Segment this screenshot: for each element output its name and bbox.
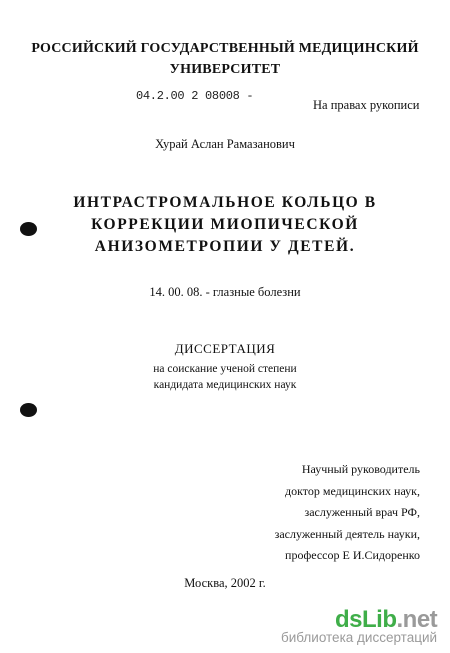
document-type: ДИССЕРТАЦИЯ bbox=[174, 341, 276, 356]
degree-line-1: на соискание ученой степени bbox=[153, 363, 297, 375]
watermark-subtitle: библиотека диссертаций bbox=[281, 630, 438, 645]
author-name: Хурай Аслан Рамазанович bbox=[155, 137, 295, 151]
punch-hole-mark bbox=[20, 222, 37, 236]
supervisor-line-1: Научный руководитель bbox=[301, 462, 420, 476]
dissertation-title bbox=[0, 192, 450, 258]
university-line-1: РОССИЙСКИЙ ГОСУДАРСТВЕННЫЙ МЕДИЦИНСКИЙ bbox=[31, 41, 419, 56]
place-year: Москва, 2002 г. bbox=[184, 576, 266, 590]
supervisor-line-3: заслуженный врач РФ, bbox=[304, 505, 420, 519]
degree-line-2: кандидата медицинских наук bbox=[153, 379, 297, 391]
title-line-2: КОРРЕКЦИИ МИОПИЧЕСКОЙ bbox=[91, 216, 359, 233]
supervisor-block bbox=[275, 459, 420, 567]
title-line-3: АНИЗОМЕТРОПИИ У ДЕТЕЙ. bbox=[94, 238, 356, 255]
supervisor-line-5: профессор Е И.Сидоренко bbox=[285, 548, 420, 562]
specialty-code: 14. 00. 08. - глазные болезни bbox=[149, 285, 301, 299]
degree-description bbox=[0, 361, 450, 393]
university-name bbox=[0, 38, 450, 80]
registration-stamp: 04.2.00 2 08008 - bbox=[136, 89, 254, 103]
supervisor-line-2: доктор медицинских наук, bbox=[285, 483, 420, 498]
watermark-brand-main: dsLib bbox=[335, 606, 397, 633]
punch-hole-mark bbox=[20, 403, 37, 417]
manuscript-rights: На правах рукописи bbox=[313, 98, 420, 112]
watermark-brand-suffix: .net bbox=[396, 606, 438, 633]
university-line-2: УНИВЕРСИТЕТ bbox=[169, 62, 281, 77]
supervisor-line-4: заслуженный деятель науки, bbox=[274, 526, 420, 541]
title-line-1: ИНТРАСТРОМАЛЬНОЕ КОЛЬЦО В bbox=[73, 194, 377, 211]
